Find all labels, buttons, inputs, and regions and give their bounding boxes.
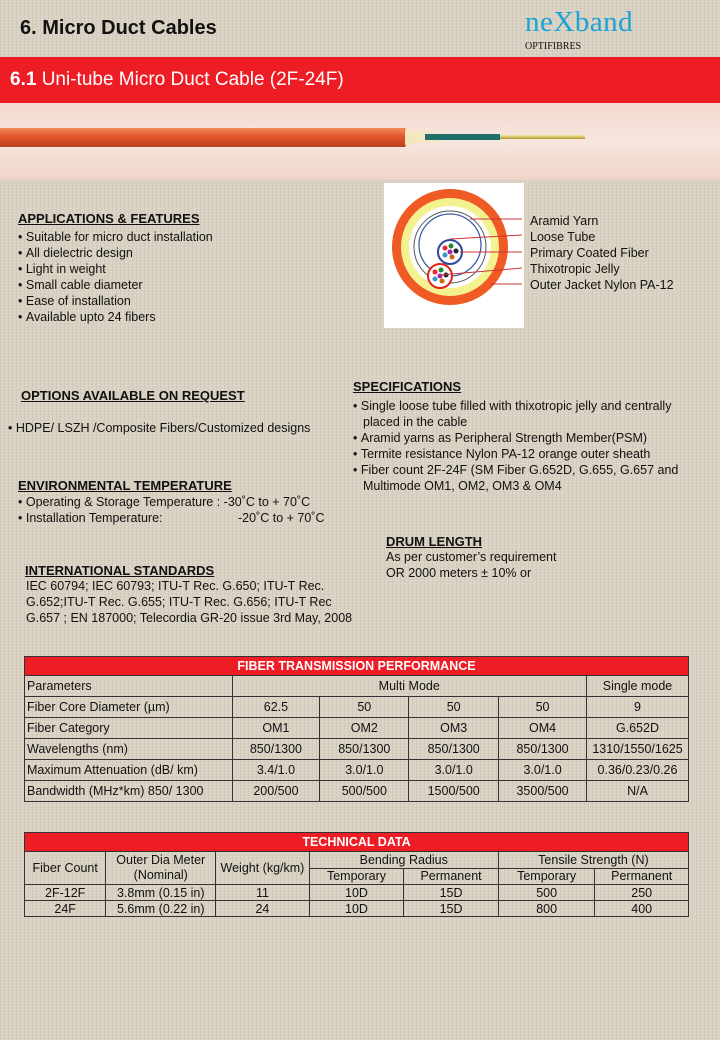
table-cell: 10D: [309, 885, 404, 901]
table-cell: 3.0/1.0: [499, 760, 587, 781]
table-cell: 1500/500: [409, 781, 499, 802]
column-header: Permanent: [595, 868, 689, 885]
legend-aramid-yarn: Aramid Yarn: [530, 214, 599, 228]
table-row: [25, 901, 689, 917]
legend-leader-lines: [430, 205, 530, 290]
column-header: Tensile Strength (N): [498, 852, 688, 869]
table-row: [25, 676, 689, 697]
tech-table-title: TECHNICAL DATA: [25, 833, 689, 852]
table-cell: OM3: [409, 718, 499, 739]
table-cell: 50: [409, 697, 499, 718]
table-cell: 500/500: [320, 781, 409, 802]
drum-line: OR 2000 meters ± 10% or: [386, 566, 532, 580]
applications-heading: APPLICATIONS & FEATURES: [18, 211, 200, 226]
list-item: • Fiber count 2F-24F (SM Fiber G.652D, G.655, G.657 and Multimode OM1, OM2, OM3 & OM4: [353, 462, 708, 494]
section-banner: [0, 57, 720, 103]
drum-block: [386, 534, 556, 581]
table-row: [25, 739, 689, 760]
column-header: Temporary: [309, 868, 404, 885]
table-cell: 15D: [404, 901, 499, 917]
column-header: Single mode: [587, 676, 689, 697]
fiber-performance-table: [24, 656, 689, 802]
standards-line: G.652;ITU-T Rec. G.655; ITU-T Rec. G.656; ITU-T Rec: [26, 595, 332, 609]
table-cell: 850/1300: [409, 739, 499, 760]
list-item: • Small cable diameter: [18, 277, 368, 293]
column-header: Permanent: [404, 868, 499, 885]
environment-label: • Installation Temperature:: [18, 511, 163, 525]
table-cell: 24: [216, 901, 310, 917]
table-cell: 62.5: [232, 697, 320, 718]
options-heading: OPTIONS AVAILABLE ON REQUEST: [21, 388, 245, 403]
applications-block: [18, 211, 368, 325]
table-cell: 5.6mm (0.22 in): [106, 901, 216, 917]
table-cell: 24F: [25, 901, 106, 917]
legend-thixotropic-jelly: Thixotropic Jelly: [530, 262, 620, 276]
column-header: Bending Radius: [309, 852, 498, 869]
applications-list: [18, 229, 368, 325]
table-cell: 850/1300: [499, 739, 587, 760]
table-cell: 2F-12F: [25, 885, 106, 901]
environment-row-operating: [18, 494, 310, 510]
table-cell: 3500/500: [499, 781, 587, 802]
section-heading: Uni-tube Micro Duct Cable (2F-24F): [41, 69, 344, 90]
standards-line: IEC 60794; IEC 60793; ITU-T Rec. G.650; ITU-T Rec.: [26, 579, 325, 593]
column-header: Multi Mode: [232, 676, 587, 697]
list-item: • Aramid yarns as Peripheral Strength Member(PSM): [353, 430, 708, 446]
environment-value: -20˚C to + 70˚C: [238, 511, 325, 525]
column-header: Weight (kg/km): [216, 852, 310, 885]
legend-primary-coated-fiber: Primary Coated Fiber: [530, 246, 649, 260]
table-cell: 200/500: [232, 781, 320, 802]
list-item: • Ease of installation: [18, 293, 368, 309]
table-cell: N/A: [587, 781, 689, 802]
list-item: • All dielectric design: [18, 245, 368, 261]
table-cell: 800: [498, 901, 595, 917]
table-cell: 3.0/1.0: [409, 760, 499, 781]
legend-outer-jacket: Outer Jacket Nylon PA-12: [530, 278, 674, 292]
loose-tube-shape: [425, 134, 500, 140]
specifications-block: [353, 379, 708, 494]
table-cell: 0.36/0.23/0.26: [587, 760, 689, 781]
environment-value: -30˚C to + 70˚C: [223, 495, 311, 509]
column-header: Outer Dia Meter (Nominal): [106, 852, 216, 885]
specifications-heading: SPECIFICATIONS: [353, 379, 462, 394]
row-label: Wavelengths (nm): [25, 739, 233, 760]
fiber-table-title: FIBER TRANSMISSION PERFORMANCE: [25, 657, 689, 676]
section-number: 6.1: [10, 69, 37, 90]
table-cell: 9: [587, 697, 689, 718]
options-text: • HDPE/ LSZH /Composite Fibers/Customized designs: [8, 421, 311, 435]
brand-subtitle: OPTIFIBRES: [525, 41, 582, 52]
brand-logo: neXband: [525, 6, 634, 38]
table-cell: 3.0/1.0: [320, 760, 409, 781]
cable-image: [0, 103, 720, 180]
table-row: [25, 852, 689, 869]
environment-label: • Operating & Storage Temperature :: [18, 495, 224, 509]
list-item: • Suitable for micro duct installation: [18, 229, 368, 245]
table-cell: 3.8mm (0.15 in): [106, 885, 216, 901]
list-item: • Available upto 24 fibers: [18, 309, 368, 325]
table-cell: 850/1300: [320, 739, 409, 760]
fiber-shape: [500, 135, 585, 139]
row-label: Maximum Attenuation (dB/ km): [25, 760, 233, 781]
table-row: [25, 760, 689, 781]
drum-line: As per customer’s requirement: [386, 550, 557, 564]
environment-row-installation: [18, 510, 163, 526]
table-cell: 50: [320, 697, 409, 718]
table-cell: OM4: [499, 718, 587, 739]
list-item: • Single loose tube filled with thixotropic jelly and centrally placed in the cable: [353, 398, 708, 430]
cable-illustration: [0, 103, 720, 180]
table-row: [25, 885, 689, 901]
outer-jacket-shape: [0, 128, 409, 147]
drum-heading: DRUM LENGTH: [386, 534, 483, 549]
list-item: • Termite resistance Nylon PA-12 orange outer sheath: [353, 446, 708, 462]
table-cell: 10D: [309, 901, 404, 917]
table-cell: 15D: [404, 885, 499, 901]
row-label: Fiber Category: [25, 718, 233, 739]
table-cell: OM1: [232, 718, 320, 739]
specifications-list: [353, 398, 708, 494]
table-cell: 850/1300: [232, 739, 320, 760]
legend-loose-tube: Loose Tube: [530, 230, 596, 244]
page-title: 6. Micro Duct Cables: [20, 17, 217, 39]
table-cell: 400: [595, 901, 689, 917]
column-header: Fiber Count: [25, 852, 106, 885]
section-title: [10, 69, 344, 91]
technical-data-table: [24, 832, 689, 917]
table-row: [25, 697, 689, 718]
column-header: Temporary: [498, 868, 595, 885]
standards-heading: INTERNATIONAL STANDARDS: [25, 563, 215, 578]
table-cell: 11: [216, 885, 310, 901]
row-label: Fiber Core Diameter (µm): [25, 697, 233, 718]
table-row: [25, 781, 689, 802]
standards-block: [25, 563, 352, 626]
table-cell: G.652D: [587, 718, 689, 739]
list-item: • Light in weight: [18, 261, 368, 277]
table-cell: OM2: [320, 718, 409, 739]
table-cell: 1310/1550/1625: [587, 739, 689, 760]
table-cell: 50: [499, 697, 587, 718]
standards-line: G.657 ; EN 187000; Telecordia GR-20 issue 3rd May, 2008: [26, 611, 353, 625]
environment-heading: ENVIRONMENTAL TEMPERATURE: [18, 478, 232, 493]
column-header: Parameters: [25, 676, 233, 697]
table-cell: 500: [498, 885, 595, 901]
table-cell: 250: [595, 885, 689, 901]
table-cell: 3.4/1.0: [232, 760, 320, 781]
row-label: Bandwidth (MHz*km) 850/ 1300: [25, 781, 233, 802]
table-row: [25, 718, 689, 739]
